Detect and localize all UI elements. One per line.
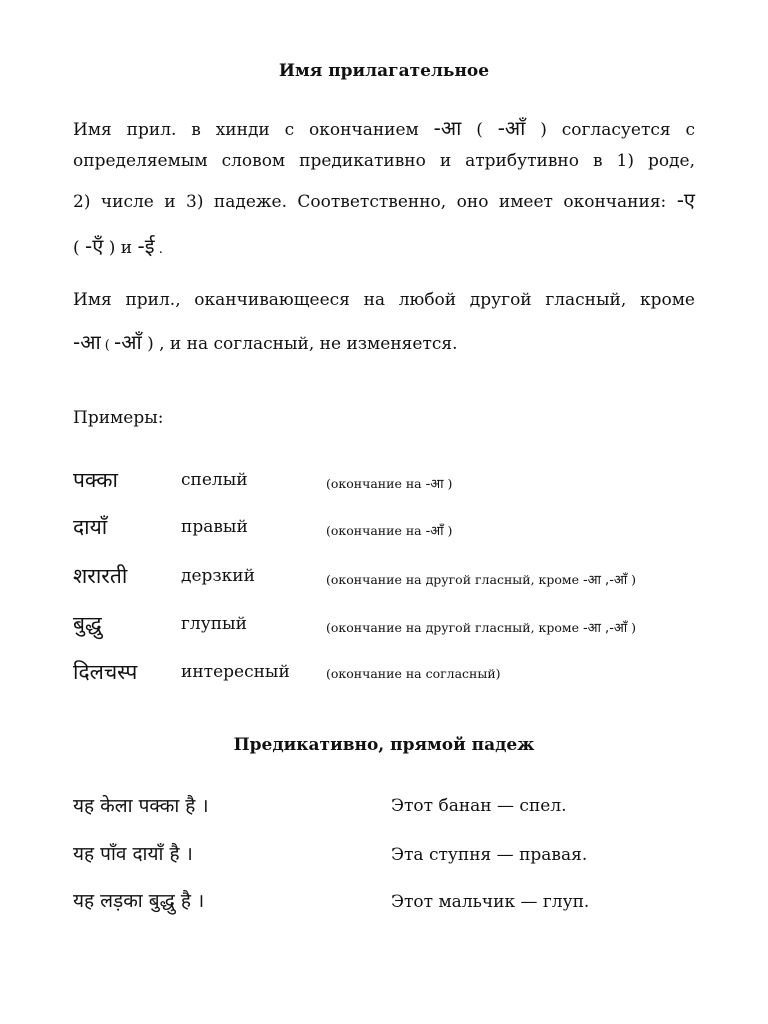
sentence-russian: Этот мальчик — глуп. xyxy=(391,892,590,912)
para1-text-a: Имя прил. в хинди с окончанием xyxy=(73,120,434,140)
example-hindi-word: दिलचस्प xyxy=(73,660,138,684)
example-hindi-word: शरारती xyxy=(73,564,128,588)
example-row xyxy=(0,562,768,602)
example-row xyxy=(0,658,768,698)
sentence-row xyxy=(0,792,768,832)
example-note xyxy=(326,666,501,682)
paragraph-2 xyxy=(73,292,695,362)
example-note xyxy=(326,618,636,636)
paragraph-1-line-1 xyxy=(73,118,695,139)
example-note-close: ) xyxy=(627,572,637,587)
paragraph-1-line-3 xyxy=(73,190,695,211)
para2-hindi-ending-aan: -आँ xyxy=(114,330,142,354)
paragraph-1-line-2: определяемым словом предикативно и атрибутивно в 1) роде, xyxy=(73,151,695,171)
example-note-close: ) xyxy=(627,620,637,635)
para1-hindi-ending-en: -एँ xyxy=(85,234,104,258)
paragraph-1 xyxy=(73,118,695,268)
example-note-text: (окончание на другой гласный, кроме xyxy=(326,620,583,635)
example-hindi-word: पक्का xyxy=(73,468,118,492)
paragraph-2-line-2 xyxy=(73,332,458,353)
sentence-hindi: यह केला पक्का है । xyxy=(73,795,209,817)
para2-hindi-ending-aa: -आ xyxy=(73,330,101,354)
para2-text-b: ) , и на согласный, не изменяется. xyxy=(141,334,458,354)
example-note-close: ) xyxy=(443,476,453,491)
para1-text-l3: 2) числе и 3) падеже. Соответственно, оно имеет окончания: xyxy=(73,192,677,212)
example-note xyxy=(326,521,452,539)
example-note-hindi: -आ ,-आँ xyxy=(582,573,628,588)
section-title: Предикативно, прямой падеж xyxy=(233,735,535,755)
example-row xyxy=(0,610,768,650)
para1-hindi-ending-aa: -आ xyxy=(433,116,462,140)
example-note-hindi: -आ ,-आँ xyxy=(582,621,628,636)
para1-text-c: ) согласуется с xyxy=(525,120,695,140)
sentence-hindi: यह लड़का बुद्धु है । xyxy=(73,890,205,912)
examples-label: Примеры: xyxy=(73,408,164,428)
example-note xyxy=(326,570,636,588)
example-note-hindi: -आँ xyxy=(425,524,444,539)
para1-text-l4b: ) и xyxy=(103,238,138,258)
example-note-text: (окончание на согласный) xyxy=(326,666,501,681)
para1-text-b: ( xyxy=(461,120,498,140)
example-translation: интересный xyxy=(181,662,290,682)
sentence-russian: Этот банан — спел. xyxy=(391,796,567,816)
paragraph-2-line-1: Имя прил., оканчивающееся на любой другой гласный, кроме xyxy=(73,290,695,310)
example-translation: дерзкий xyxy=(181,566,255,586)
para1-hindi-ending-e: -ए xyxy=(676,188,695,212)
para1-hindi-ending-ii: -ई xyxy=(137,234,155,258)
paragraph-1-line-4 xyxy=(73,236,163,257)
sentence-russian: Эта ступня — правая. xyxy=(391,845,588,865)
example-note-close: ) xyxy=(443,523,453,538)
example-note-text: (окончание на xyxy=(326,523,426,538)
example-note-hindi: -आ xyxy=(425,477,444,492)
example-row xyxy=(0,513,768,553)
sentence-row xyxy=(0,887,768,927)
example-translation: спелый xyxy=(181,470,248,490)
example-note xyxy=(326,474,452,492)
para1-hindi-ending-aan: -आँ xyxy=(497,116,526,140)
example-hindi-word: बुद्धु xyxy=(73,612,102,636)
example-note-text: (окончание на другой гласный, кроме xyxy=(326,572,583,587)
sentence-row xyxy=(0,840,768,880)
example-translation: правый xyxy=(181,517,248,537)
example-translation: глупый xyxy=(181,614,247,634)
para2-text-a: ( xyxy=(100,338,115,353)
page-title: Имя прилагательное xyxy=(278,61,490,81)
para1-text-l4c: . xyxy=(154,242,163,257)
sentence-hindi: यह पाँव दायाँ है । xyxy=(73,843,193,865)
example-row xyxy=(0,466,768,506)
para1-text-l4a: ( xyxy=(73,238,86,258)
example-note-text: (окончание на xyxy=(326,476,426,491)
example-hindi-word: दायाँ xyxy=(73,515,108,539)
